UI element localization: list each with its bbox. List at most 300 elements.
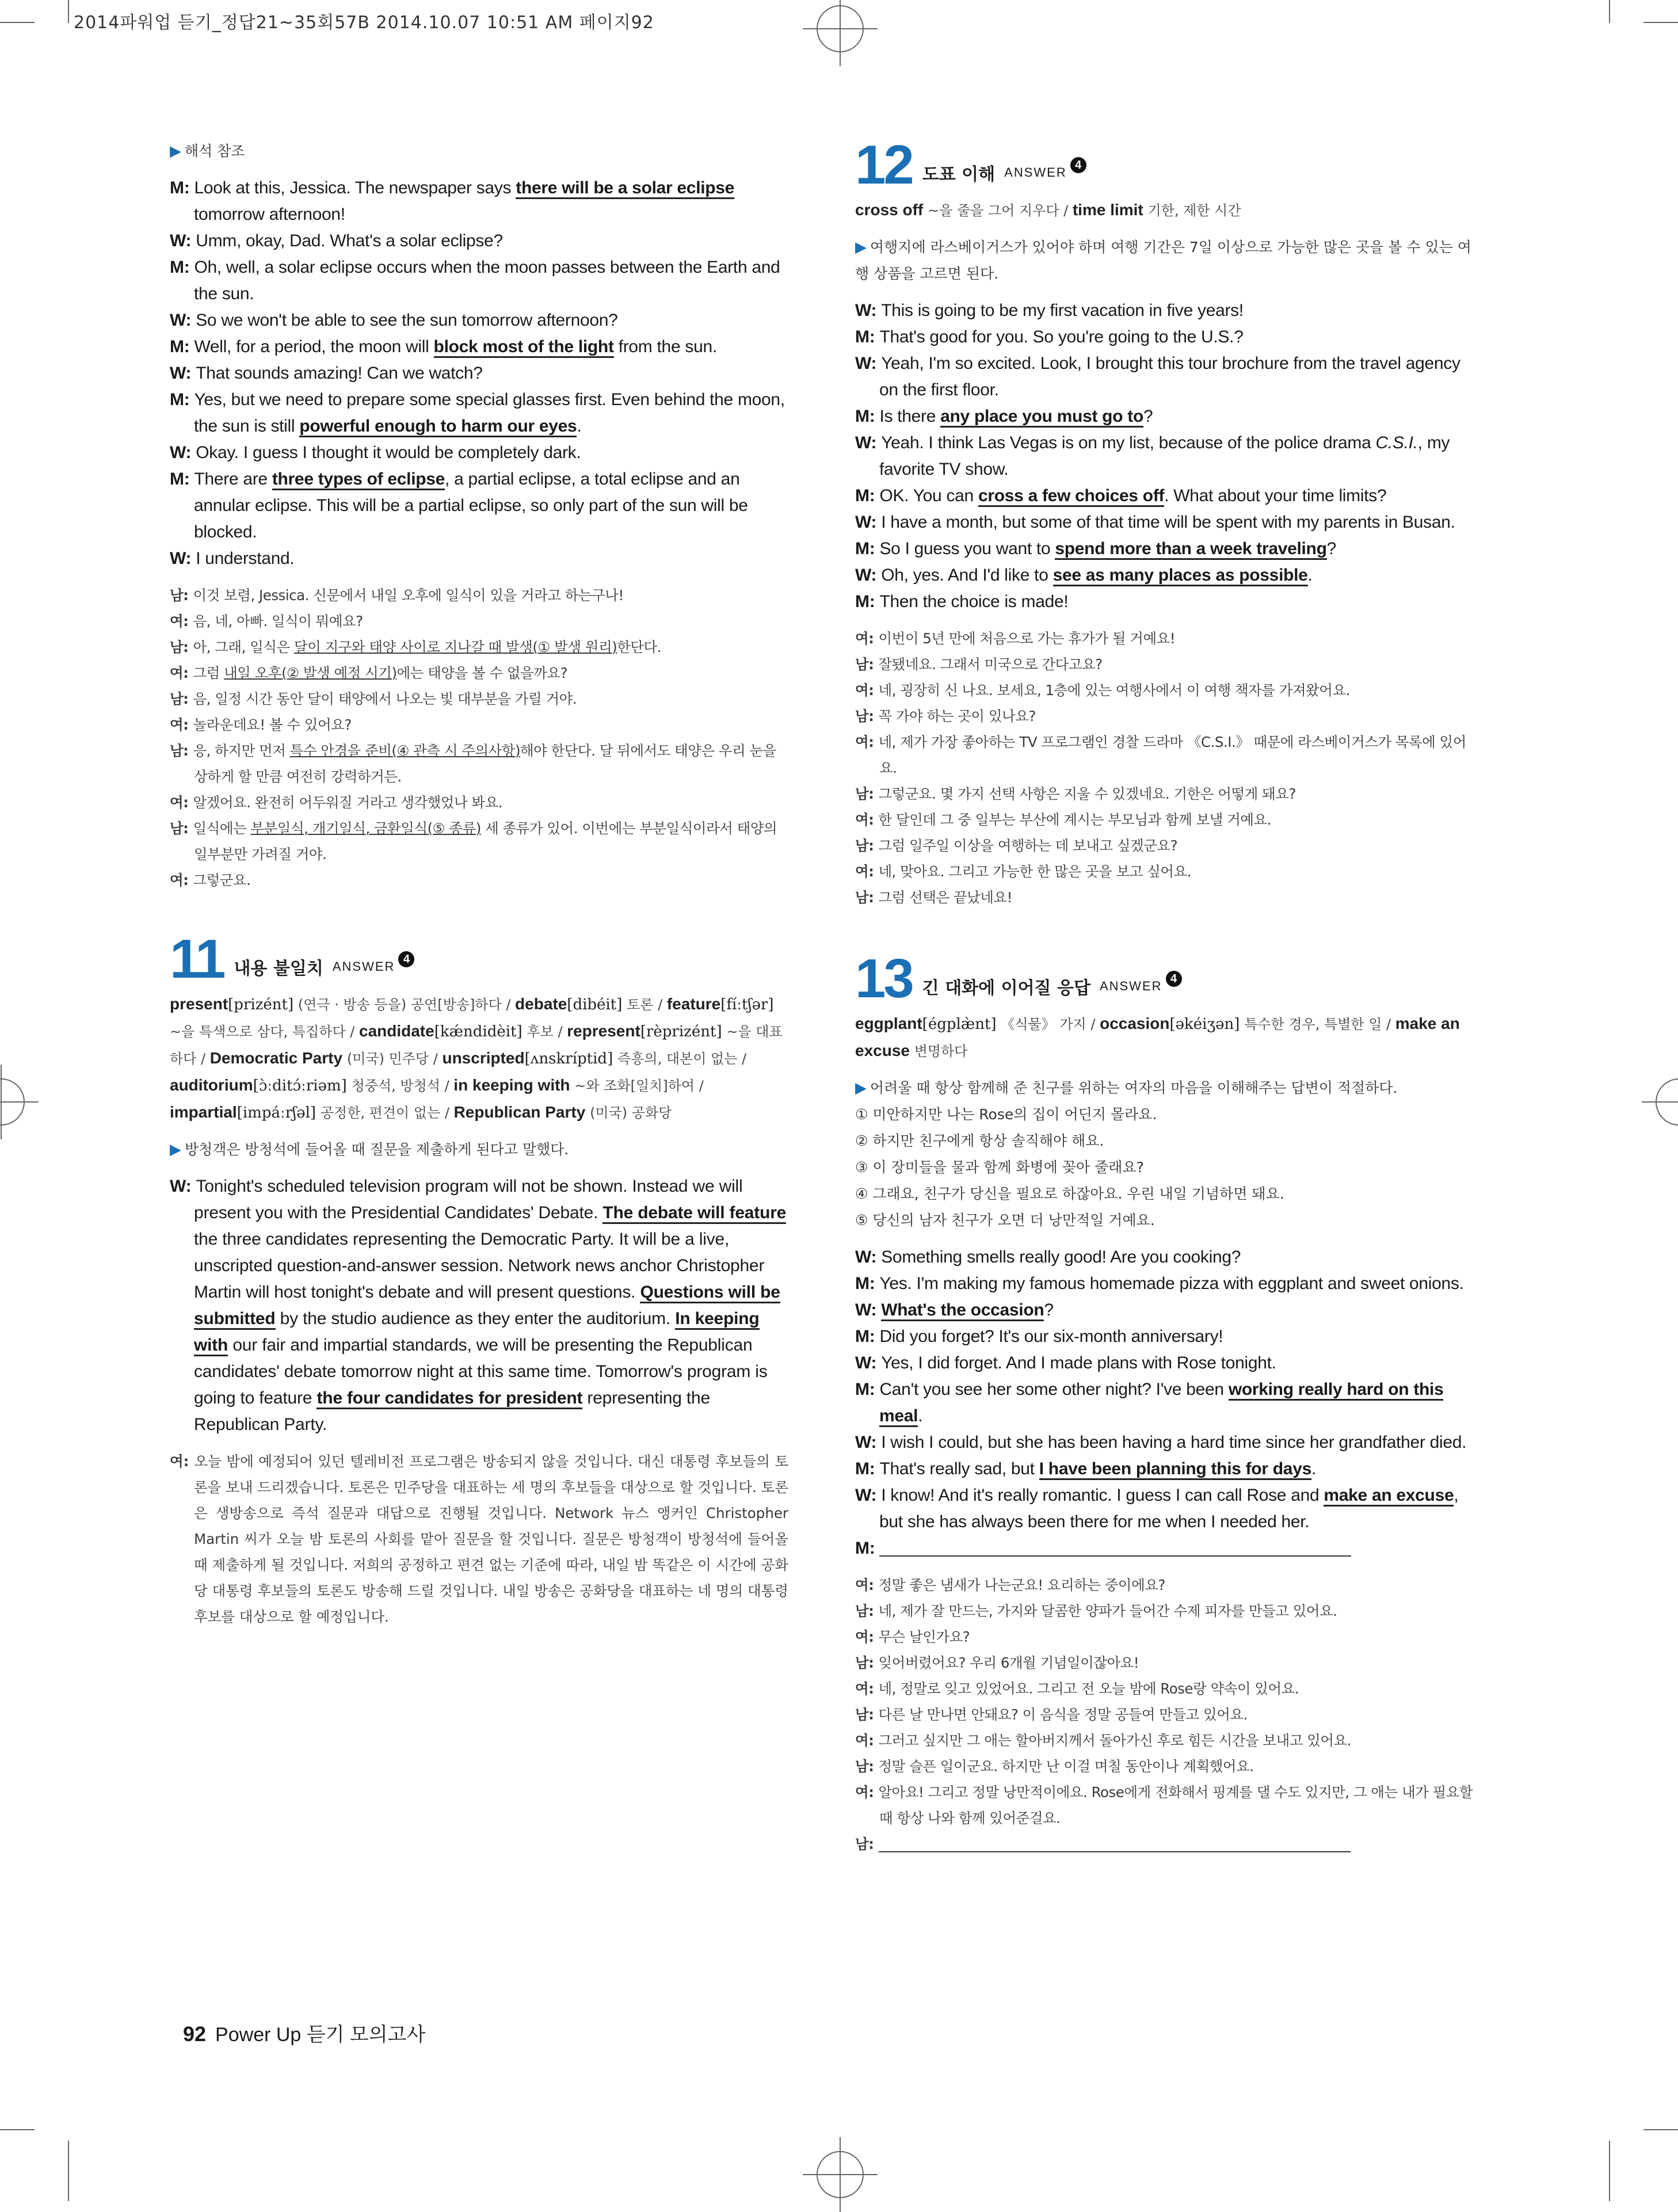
text: 그렇군요. 몇 가지 선택 사항은 지울 수 있겠네요. 기한은 어떻게 돼요? — [878, 785, 1296, 802]
speaker-label: 남 — [855, 1654, 869, 1671]
vocab-word: make an excuse — [855, 1015, 1460, 1059]
dialogue-line: M: — [855, 1535, 1474, 1562]
dialogue-line: 남: 잘됐네요. 그래서 미국으로 간다고요? — [855, 656, 1103, 673]
dialogue-line: M: That's good for you. So you're going to the U.S.? — [855, 327, 1244, 346]
answer-badge: 4 — [1166, 971, 1182, 987]
dialogue-line: W: Yeah. I think Las Vegas is on my list, because of the police drama C.S.I., my favorite TV show. — [855, 433, 1450, 479]
text: 세 종류가 있어. 이번에는 부분일식이라서 태양의 일부분만 가려질 거야. — [194, 820, 777, 863]
dialogue-line: W: I know! And it's really romantic. I guess I can call Rose and make an excuse, but she has always been there for me when I needed her. — [855, 1486, 1459, 1531]
dialogue-line: 여: 정말 좋은 냄새가 나는군요! 요리하는 중이에요? — [855, 1577, 1165, 1593]
speaker-label: 여 — [855, 1577, 869, 1593]
text: 그럼 — [193, 665, 224, 681]
speaker-label: M — [855, 1274, 869, 1293]
vocab-meaning: 기한, 제한 시간 — [1147, 203, 1241, 219]
speaker-label: 남 — [170, 820, 184, 837]
vocab-word: Republican Party — [453, 1103, 586, 1121]
dialogue-line: W: That sounds amazing! Can we watch? — [170, 364, 483, 383]
text: Okay. I guess I thought it would be completely dark. — [196, 443, 581, 462]
text: from the sun. — [613, 337, 717, 356]
text: 꼭 가야 하는 곳이 있나요? — [878, 708, 1036, 724]
registration-mark — [0, 1078, 25, 1126]
section13-note — [855, 1075, 1474, 1101]
speaker-label: W — [170, 364, 186, 383]
speaker-label: W — [170, 549, 186, 568]
section-title: 내용 불일치 — [234, 959, 323, 979]
speaker-label: 여 — [170, 794, 184, 811]
vocab-word: Democratic Party — [209, 1049, 343, 1067]
speaker-label: M — [170, 258, 184, 277]
text: Look at this, Jessica. The newspaper says — [194, 178, 516, 197]
left-column — [170, 138, 788, 1630]
speaker-label: 남 — [170, 587, 184, 604]
text: I have a month, but some of that time will be spent with my parents in Busan. — [881, 513, 1455, 532]
speaker-label: 남 — [855, 1603, 869, 1619]
text: ? — [1326, 539, 1336, 558]
speaker-label: W — [855, 354, 871, 373]
dialogue-line: M: There are three types of eclipse, a partial eclipse, a total eclipse and an annular eclipse. This will be a partial eclipse, so only part of the sun will be blocked. — [170, 470, 748, 541]
answer-option: ② 하지만 친구에게 항상 솔직해야 해요. — [855, 1132, 1104, 1149]
section12-dialogue — [855, 298, 1474, 615]
text: Well, for a period, the moon will — [194, 337, 434, 356]
section13-korean — [855, 1572, 1474, 1857]
text: 이것 보렴, Jessica. 신문에서 내일 오후에 일식이 있을 거라고 하는구나! — [193, 587, 624, 604]
text: 이번이 5년 만에 처음으로 가는 휴가가 될 거예요! — [878, 630, 1176, 647]
speaker-label: M — [855, 486, 869, 505]
text: representing the Republican Party. — [194, 1389, 710, 1434]
text: That sounds amazing! Can we watch? — [196, 364, 483, 383]
note-text: 해석 참조 — [185, 143, 245, 159]
text: tomorrow afternoon! — [194, 205, 345, 224]
vocab-word: impartial — [170, 1103, 237, 1121]
section13-options — [855, 1101, 1474, 1234]
text: 알겠어요. 완전히 어두워질 거라고 생각했었나 봐요. — [193, 794, 503, 811]
text: 한 달인데 그 중 일부는 부산에 계시는 부모님과 함께 보낼 거예요. — [878, 811, 1272, 828]
text: Did you forget? It's our six-month anniversary! — [879, 1327, 1223, 1346]
dialogue-line: W: Umm, okay, Dad. What's a solar eclipse? — [170, 231, 503, 250]
speaker-label: 남 — [170, 639, 184, 655]
dialogue-line: 여: 네, 맞아요. 그리고 가능한 한 많은 곳을 보고 싶어요. — [855, 863, 1192, 880]
crop-mark — [1643, 22, 1678, 23]
dialogue-line: 남: 음, 일정 시간 동안 달이 태양에서 나오는 빛 대부분을 가릴 거야. — [170, 691, 577, 707]
answer-blank — [879, 1837, 1351, 1852]
speaker-label: M — [855, 1459, 869, 1478]
highlight-phrase: 내일 오후(② 발생 예정 시기) — [224, 665, 397, 681]
text: 음, 네, 아빠. 일식이 뭐예요? — [193, 613, 363, 630]
speaker-label: M — [170, 178, 184, 197]
dialogue-line: M: Look at this, Jessica. The newspaper says there will be a solar eclipse tomorrow afternoon! — [170, 178, 735, 224]
dialogue-line: 여: 음, 네, 아빠. 일식이 뭐예요? — [170, 613, 363, 630]
speaker-label: 여 — [855, 1629, 869, 1645]
vocab-word: present — [170, 995, 228, 1013]
text: . — [577, 417, 582, 436]
title-text: C.S.I. — [1375, 433, 1418, 452]
answer-label: ANSWER — [332, 959, 395, 974]
dialogue-line: 남: 정말 슬픈 일이군요. 하지만 난 이걸 며칠 동안이나 계획했어요. — [855, 1758, 1254, 1775]
speaker-label: 남 — [855, 1836, 869, 1852]
text: the three candidates representing the Democratic Party. It will be a live, unscripted question-and-answer session. Network news anchor Christopher Martin will host tonight's debate and will present questions. — [194, 1230, 765, 1302]
speaker-label: 여 — [170, 613, 184, 630]
key-phrase: the four candidates for president — [316, 1389, 582, 1409]
text: 네, 제가 잘 만드는, 가지와 달콤한 양파가 들어간 수제 피자를 만들고 있어요. — [878, 1603, 1337, 1619]
answer-badge: 4 — [1070, 157, 1086, 173]
dialogue-line: 여: 그렇군요. — [170, 872, 251, 888]
text: That's really sad, but — [879, 1459, 1039, 1478]
section12-vocab — [855, 197, 1474, 224]
text: our fair and impartial standards, we will be presenting the Republican candidates' debate tomorrow night at this same time. Tomorrow's program is going to feature — [194, 1336, 768, 1408]
crop-mark — [0, 22, 35, 23]
text: That's good for you. So you're going to the U.S.? — [879, 327, 1244, 346]
key-phrase: What's the occasion — [881, 1300, 1044, 1321]
dialogue-line: 남: 그럼 일주일 이상을 여행하는 데 보내고 싶겠군요? — [855, 837, 1178, 854]
text: Oh, well, a solar eclipse occurs when the moon passes between the Earth and the sun. — [194, 258, 780, 303]
key-phrase: see as many places as possible — [1053, 566, 1308, 586]
speaker-label: W — [855, 433, 871, 452]
vocab-phonetic: [prizént] — [228, 996, 294, 1013]
section11-passage: W: Tonight's scheduled television program will not be shown. Instead we will present you with the Presidential Candidates' Debate. The debate will feature the three candidates representing the Democratic Party. It will be a live, unscripted question-and-answer session. Network news anchor Christopher Martin will host tonight's debate and will present questions. Questions will be submitted by the studio audience as they enter the auditorium. In keeping with our fair and impartial standards, we will be presenting the Republican candidates' debate tomorrow night at this same time. Tomorrow's program is going to feature the four candidates for president representing the Republican Party. — [170, 1177, 787, 1434]
text: 다른 날 만나면 안돼요? 이 음식을 정말 공들여 만들고 있어요. — [878, 1706, 1248, 1723]
dialogue-line: 남: 그럼 선택은 끝났네요! — [855, 889, 1012, 906]
speaker-label: 여 — [855, 1680, 869, 1697]
vocab-meaning: (연극 · 방송 등을) 공연[방송]하다 / — [298, 997, 516, 1013]
text: ? — [1044, 1300, 1054, 1319]
text: . — [918, 1406, 923, 1425]
file-header: 2014파워업 듣기_정답21~35회57B 2014.10.07 10:51 AM 페이지92 — [74, 13, 654, 33]
crop-mark — [68, 0, 69, 23]
text: 응, 하지만 먼저 — [193, 742, 290, 759]
answer-blank — [879, 1542, 1351, 1557]
key-phrase: block most of the light — [434, 337, 614, 358]
key-phrase: The debate will feature — [602, 1203, 786, 1224]
speaker-label: 남 — [855, 785, 869, 802]
speaker-label: 여 — [855, 734, 869, 750]
dialogue-line: 여: 그럼 내일 오후(② 발생 예정 시기)에는 태양을 볼 수 없을까요? — [170, 665, 568, 681]
key-phrase: spend more than a week traveling — [1055, 539, 1326, 560]
speaker-label: 여 — [170, 716, 184, 733]
vocab-meaning: 공정한, 편견이 없는 / — [320, 1105, 454, 1121]
section11-vocab — [170, 991, 788, 1126]
vocab-phonetic: [impáːrʃəl] — [237, 1104, 316, 1122]
dialogue-line: 남: 이것 보렴, Jessica. 신문에서 내일 오후에 일식이 있을 거라고 하는구나! — [170, 587, 624, 604]
text: , my favorite TV show. — [879, 433, 1450, 479]
section10-note — [170, 138, 788, 165]
dialogue-line: 남: 잊어버렸어요? 우리 6개월 기념일이잖아요! — [855, 1654, 1139, 1671]
text: OK. You can — [879, 486, 978, 505]
key-phrase: powerful enough to harm our eyes — [299, 417, 577, 437]
section-number: 13 — [855, 948, 912, 1009]
text: 그러고 싶지만 그 애는 할아버지께서 돌아가신 후로 힘든 시간을 보내고 있어요. — [878, 1732, 1352, 1749]
answer-label: ANSWER — [1004, 165, 1067, 180]
text: So we won't be able to see the sun tomorrow afternoon? — [196, 311, 618, 330]
dialogue-line: M: Is there any place you must go to? — [855, 403, 1474, 430]
speaker-label: M — [170, 390, 184, 409]
vocab-meaning: 특수한 경우, 특별한 일 / — [1244, 1016, 1395, 1032]
answer-option: ⑤ 당신의 남자 친구가 오면 더 낭만적일 거예요. — [855, 1212, 1155, 1229]
dialogue-line: 여: 네, 굉장히 신 나요. 보세요, 1층에 있는 여행사에서 이 여행 책자를 가져왔어요. — [855, 682, 1350, 699]
dialogue-line: M: Oh, well, a solar eclipse occurs when the moon passes between the Earth and the sun. — [170, 258, 780, 303]
section12-korean — [855, 626, 1474, 910]
speaker-label: M — [855, 327, 869, 346]
speaker-label: 남 — [170, 742, 184, 759]
triangle-icon: ▶ — [855, 1080, 867, 1097]
vocab-word: feature — [666, 995, 721, 1013]
vocab-meaning: (미국) 공화당 — [590, 1105, 672, 1121]
crop-mark — [0, 2129, 35, 2130]
highlight-phrase: 특수 안경을 준비(④ 관측 시 주의사항) — [289, 742, 521, 759]
text: 네, 정말로 잊고 있었어요. 그리고 전 오늘 밤에 Rose랑 약속이 있어요. — [878, 1680, 1299, 1697]
text: 그럼 선택은 끝났네요! — [878, 889, 1012, 906]
section-title: 도표 이해 — [922, 165, 996, 185]
speaker-label: 여 — [855, 1732, 869, 1749]
speaker-label: 여 — [170, 665, 184, 681]
speaker-label: W — [855, 1353, 871, 1372]
text: 그렇군요. — [193, 872, 251, 888]
vocab-word: auditorium — [170, 1076, 253, 1094]
dialogue-line: W: I wish I could, but she has been having a hard time since her grandfather died. — [855, 1433, 1467, 1452]
answer-label: ANSWER — [1099, 979, 1162, 993]
dialogue-line: 여: 무슨 날인가요? — [855, 1629, 970, 1645]
speaker-label: W — [855, 1486, 871, 1505]
key-phrase: cross a few choices off — [978, 486, 1164, 507]
section13-vocab — [855, 1010, 1474, 1065]
text: 그럼 일주일 이상을 여행하는 데 보내고 싶겠군요? — [878, 837, 1178, 854]
dialogue-line: M: Yes, but we need to prepare some special glasses first. Even behind the moon, the sun is still powerful enough to harm our eyes. — [170, 387, 788, 440]
dialogue-line: M: Yes. I'm making my famous homemade pizza with eggplant and sweet onions. — [855, 1274, 1464, 1293]
crop-mark — [1609, 2141, 1610, 2201]
speaker-label: 남 — [855, 889, 869, 906]
text: I understand. — [196, 549, 295, 568]
section-number: 11 — [170, 928, 224, 990]
highlight-phrase: 달이 지구와 태양 사이로 지나갈 때 발생(① 발생 원리) — [293, 639, 617, 655]
vocab-word: candidate — [359, 1022, 434, 1040]
key-phrase: In keeping with — [194, 1309, 760, 1356]
text: 정말 슬픈 일이군요. 하지만 난 이걸 며칠 동안이나 계획했어요. — [878, 1758, 1254, 1775]
text: 잘됐네요. 그래서 미국으로 간다고요? — [878, 656, 1103, 673]
key-phrase: make an excuse — [1324, 1486, 1454, 1507]
text: 정말 좋은 냄새가 나는군요! 요리하는 중이에요? — [878, 1577, 1165, 1593]
vocab-meaning: ~을 줄을 그어 지우다 / — [928, 203, 1073, 219]
passage-text — [194, 1177, 786, 1434]
page-number: 92 — [183, 2022, 207, 2046]
text: . — [1307, 566, 1313, 585]
crop-mark — [1643, 2129, 1678, 2130]
answer-option: ① 미안하지만 나는 Rose의 집이 어딘지 몰라요. — [855, 1106, 1157, 1123]
dialogue-line: W: What's the occasion? — [855, 1297, 1474, 1324]
speaker-label: M — [855, 1539, 869, 1558]
text: ? — [1143, 407, 1153, 426]
dialogue-line: 여: 한 달인데 그 중 일부는 부산에 계시는 부모님과 함께 보낼 거예요. — [855, 811, 1272, 828]
speaker-label: W — [170, 443, 186, 462]
text: 일식에는 — [193, 820, 251, 837]
dialogue-line: M: That's really sad, but I have been planning this for days. — [855, 1456, 1474, 1482]
dialogue-line: 남: 일식에는 부분일식, 개기일식, 금환일식(⑤ 종류) 세 종류가 있어. 이번에는 부분일식이라서 태양의 일부분만 가려질 거야. — [170, 820, 777, 863]
answer-badge: 4 — [398, 951, 414, 967]
speaker-label: W — [855, 1248, 871, 1267]
dialogue-line: 여: 놀라운데요! 볼 수 있어요? — [170, 716, 352, 733]
korean-translation: 오늘 밤에 예정되어 있던 텔레비전 프로그램은 방송되지 않을 것입니다. 대신 대통령 후보들의 토론을 보내 드리겠습니다. 토론은 민주당을 대표하는 세 명의 후보들을 대상으로 할 것입니다. 토론은 생방송으로 즉석 질문과 대답으로 진행될 것입니다. Network 뉴스 앵커인 Christopher Martin 씨가 오늘 밤 토론의 사회를 맡아 질문을 할 것입니다. 질문은 방청객이 방청석에 들어올 때 제출하게 될 것입니다. 저희의 공정하고 편견 없는 기준에 따라, 내일 밤 똑같은 이 시간에 공화당 대통령 후보들의 토론도 방송해 드릴 것입니다. 내일 방송은 공화당을 대표하는 네 명의 대통령 후보를 대상으로 할 예정입니다. — [194, 1453, 788, 1625]
page-footer — [183, 2019, 425, 2047]
section-number: 12 — [855, 134, 912, 196]
speaker-label: W — [170, 1177, 186, 1196]
section11-note — [170, 1136, 788, 1163]
triangle-icon: ▶ — [170, 1141, 181, 1158]
text: Yeah, I'm so excited. Look, I brought this tour brochure from the travel agency on the first floor. — [879, 354, 1460, 399]
dialogue-line: 남: 아, 그래, 일식은 달이 지구와 태양 사이로 지나갈 때 발생(① 발생 원리)한단다. — [170, 639, 661, 655]
section10-dialogue — [170, 175, 788, 572]
speaker-label: 여 — [855, 682, 869, 699]
text: Is there — [879, 407, 941, 426]
text: Yes. I'm making my famous homemade pizza with eggplant and sweet onions. — [879, 1274, 1464, 1293]
speaker-label: 남 — [855, 1758, 869, 1775]
speaker-label: W — [855, 513, 871, 532]
vocab-meaning: ~을 대표하다 / — [170, 1024, 783, 1067]
speaker-label: 여 — [170, 1453, 184, 1470]
dialogue-line: M: OK. You can cross a few choices off. What about your time limits? — [855, 483, 1474, 509]
dialogue-line: 남: 다른 날 만나면 안돼요? 이 음식을 정말 공들여 만들고 있어요. — [855, 1706, 1248, 1723]
section10-korean — [170, 582, 788, 893]
text: Oh, yes. And I'd like to — [881, 566, 1053, 585]
dialogue-line: 여: 네, 제가 가장 좋아하는 TV 프로그램인 경찰 드라마 《C.S.I.》 때문에 라스베이거스가 목록에 있어요. — [855, 734, 1466, 776]
answer-option: ④ 그래요, 친구가 당신을 필요로 하잖아요. 우린 내일 기념하면 돼요. — [855, 1185, 1284, 1202]
speaker-label: M — [170, 337, 184, 356]
text: Tonight's scheduled television program will not be shown. Instead we will present you with the Presidential Candidates' Debate. — [194, 1177, 743, 1222]
vocab-word: unscripted — [442, 1049, 525, 1067]
note-text: 여행지에 라스베이거스가 있어야 하며 여행 기간은 7일 이상으로 가능한 많은 곳을 볼 수 있는 여행 상품을 고르면 된다. — [855, 239, 1471, 282]
text: 한단다. — [617, 639, 661, 655]
text: 무슨 날인가요? — [878, 1629, 970, 1645]
dialogue-line: W: I have a month, but some of that time will be spent with my parents in Busan. — [855, 513, 1455, 532]
text: Yeah. I think Las Vegas is on my list, because of the police drama — [881, 433, 1376, 452]
text: 네, 굉장히 신 나요. 보세요, 1층에 있는 여행사에서 이 여행 책자를 가져왔어요. — [878, 682, 1350, 699]
speaker-label: W — [855, 301, 871, 320]
crop-mark — [1609, 0, 1610, 23]
dialogue-line: 여: 알아요! 그리고 정말 낭만적이에요. Rose에게 전화해서 핑계를 댈 수도 있지만, 그 애는 내가 필요할 때 항상 나와 함께 있어준걸요. — [855, 1784, 1473, 1826]
speaker-label: 여 — [855, 811, 869, 828]
text: 음, 일정 시간 동안 달이 태양에서 나오는 빛 대부분을 가릴 거야. — [193, 691, 577, 707]
key-phrase: three types of eclipse — [272, 470, 445, 490]
vocab-meaning: 청중석, 방청석 / — [351, 1078, 454, 1094]
text: . — [1311, 1459, 1317, 1478]
dialogue-line: W: Something smells really good! Are you cooking? — [855, 1248, 1241, 1267]
vocab-meaning: 《식물》 가지 / — [1001, 1016, 1100, 1032]
section11-korean: 여: 오늘 밤에 예정되어 있던 텔레비전 프로그램은 방송되지 않을 것입니다. 대신 대통령 후보들의 토론을 보내 드리겠습니다. 토론은 민주당을 대표하는 세 명의 후보들을 대상으로 할 것입니다. 토론은 생방송으로 즉석 질문과 대답으로 진행될 것입니다. Network 뉴스 앵커인 Christopher Martin 씨가 오늘 밤 토론의 사회를 맡아 질문을 할 것입니다. 질문은 방청객이 방청석에 들어올 때 제출하게 될 것입니다. 저희의 공정하고 편견 없는 기준에 따라, 내일 밤 똑같은 이 시간에 공화당 대통령 후보들의 토론도 방송해 드릴 것입니다. 내일 방송은 공화당을 대표하는 네 명의 대통령 후보를 대상으로 할 예정입니다. — [170, 1453, 788, 1625]
text: Then the choice is made! — [879, 592, 1069, 611]
speaker-label: 여 — [170, 872, 184, 888]
text: Umm, okay, Dad. What's a solar eclipse? — [196, 231, 503, 250]
crop-mark — [68, 2141, 69, 2201]
vocab-phonetic: [kǽndidèit] — [434, 1023, 523, 1040]
dialogue-line: 여: 그러고 싶지만 그 애는 할아버지께서 돌아가신 후로 힘든 시간을 보내고 있어요. — [855, 1732, 1352, 1749]
dialogue-line: M: Can't you see her some other night? I've been working really hard on this meal. — [855, 1376, 1474, 1429]
text: 잊어버렸어요? 우리 6개월 기념일이잖아요! — [878, 1654, 1139, 1671]
speaker-label: 여 — [855, 863, 869, 880]
dialogue-line: 여: 네, 정말로 잊고 있었어요. 그리고 전 오늘 밤에 Rose랑 약속이 있어요. — [855, 1680, 1299, 1697]
dialogue-line: M: So I guess you want to spend more than a week traveling? — [855, 536, 1474, 562]
section13-header — [855, 947, 1474, 1010]
note-text: 방청객은 방청석에 들어올 때 질문을 제출하게 된다고 말했다. — [185, 1141, 569, 1158]
speaker-label: 남 — [855, 656, 869, 673]
vocab-meaning: 즉흥의, 대본이 없는 / — [617, 1051, 747, 1067]
vocab-word: debate — [515, 995, 567, 1013]
note-text: 어려울 때 항상 함께해 준 친구를 위하는 여자의 마음을 이해해주는 답변이 적절하다. — [870, 1080, 1398, 1096]
registration-mark — [1656, 1078, 1678, 1126]
vocab-meaning: 변명하다 — [914, 1043, 968, 1059]
dialogue-line: 남: — [855, 1831, 1474, 1857]
text: This is going to be my first vacation in five years! — [881, 301, 1244, 320]
speaker-label: 남 — [855, 708, 869, 724]
section12-note — [855, 234, 1474, 287]
book-title: Power Up 듣기 모의고사 — [215, 2024, 426, 2046]
speaker-label: W — [170, 231, 186, 250]
speaker-label: M — [170, 470, 184, 489]
text: I know! And it's really romantic. I guess I can call Rose and — [881, 1486, 1324, 1505]
text: Yes, but we need to prepare some special glasses first. Even behind the moon, the sun is still — [194, 390, 785, 436]
triangle-icon: ▶ — [170, 143, 181, 160]
speaker-label: 남 — [855, 1706, 869, 1723]
text: 아, 그래, 일식은 — [193, 639, 294, 655]
text: 놀라운데요! 볼 수 있어요? — [193, 716, 352, 733]
speaker-label: 남 — [855, 837, 869, 854]
registration-mark — [817, 5, 864, 52]
right-column — [855, 134, 1474, 1857]
text: , a partial eclipse, a total eclipse and an annular eclipse. This will be a partial eclipse, so only part of the sun will be blocked. — [194, 470, 748, 541]
dialogue-line: 남: 응, 하지만 먼저 특수 안경을 준비(④ 관측 시 주의사항)해야 한단다. 달 뒤에서도 태양은 우리 눈을 상하게 할 만큼 여전히 강력하거든. — [170, 742, 776, 785]
section-title: 긴 대화에 이어질 응답 — [922, 978, 1090, 998]
vocab-meaning: 후보 / — [527, 1024, 567, 1040]
section12-header — [855, 134, 1474, 197]
vocab-word: in keeping with — [453, 1076, 570, 1094]
vocab-meaning: 토론 / — [627, 997, 667, 1013]
text: Yes, I did forget. And I made plans with Rose tonight. — [881, 1353, 1276, 1372]
speaker-label: M — [855, 539, 869, 558]
vocab-phonetic: [ɔ̀ːditɔ́ːriəm] — [253, 1077, 347, 1094]
dialogue-line: 여: 알겠어요. 완전히 어두워질 거라고 생각했었나 봐요. — [170, 794, 503, 811]
dialogue-line: W: So we won't be able to see the sun tomorrow afternoon? — [170, 311, 618, 330]
vocab-phonetic: [əkéiʒən] — [1169, 1016, 1240, 1033]
dialogue-line: 남: 그렇군요. 몇 가지 선택 사항은 지울 수 있겠네요. 기한은 어떻게 돼요? — [855, 785, 1296, 802]
answer-option: ③ 이 장미들을 물과 함께 화병에 꽂아 줄래요? — [855, 1159, 1144, 1176]
speaker-label: W — [855, 566, 871, 585]
text: 에는 태양을 볼 수 없을까요? — [396, 665, 568, 681]
vocab-phonetic: [rèprizént] — [640, 1023, 722, 1040]
speaker-label: 여 — [855, 630, 869, 647]
vocab-word: eggplant — [855, 1015, 922, 1032]
text: There are — [194, 470, 272, 489]
key-phrase: working really hard on this meal — [879, 1380, 1443, 1427]
text: So I guess you want to — [879, 539, 1055, 558]
speaker-label: M — [855, 592, 869, 611]
speaker-label: M — [855, 407, 869, 426]
dialogue-line: 남: 꼭 가야 하는 곳이 있나요? — [855, 708, 1036, 724]
speaker-label: 여 — [855, 1784, 869, 1801]
key-phrase: Questions will be submitted — [194, 1283, 780, 1330]
key-phrase: any place you must go to — [940, 407, 1143, 428]
section11-header — [170, 928, 788, 991]
dialogue-line: M: Then the choice is made! — [855, 592, 1069, 611]
text: I wish I could, but she has been having a hard time since her grandfather died. — [881, 1433, 1467, 1452]
dialogue-line: 여: 이번이 5년 만에 처음으로 가는 휴가가 될 거예요! — [855, 630, 1176, 647]
text: by the studio audience as they enter the auditorium. — [275, 1309, 676, 1328]
speaker-label: 남 — [170, 691, 184, 707]
vocab-phonetic: [fíːtʃər] — [720, 996, 774, 1013]
speaker-label: M — [855, 1380, 869, 1399]
speaker-label: W — [855, 1300, 871, 1319]
vocab-meaning: ~와 조화[일치]하여 / — [574, 1078, 704, 1094]
vocab-word: occasion — [1100, 1015, 1170, 1032]
dialogue-line: W: I understand. — [170, 549, 295, 568]
vocab-phonetic: [égplæ̀nt] — [922, 1016, 997, 1033]
text: 네, 맞아요. 그리고 가능한 한 많은 곳을 보고 싶어요. — [878, 863, 1192, 880]
vocab-phonetic: [dibéit] — [567, 996, 623, 1013]
